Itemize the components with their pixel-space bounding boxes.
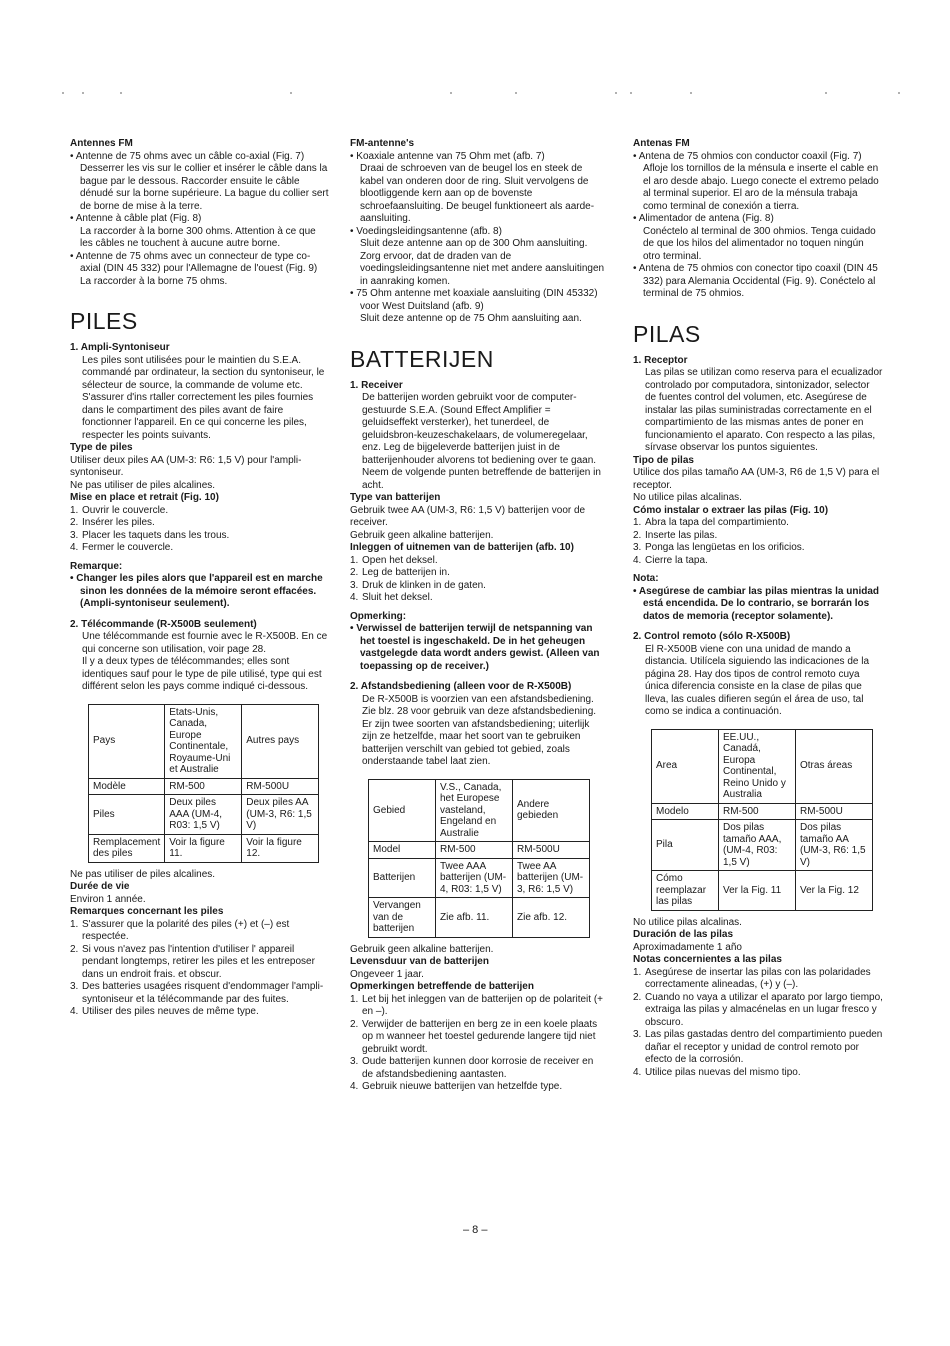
battery-type-note: No utilice pilas alcalinas.: [633, 492, 742, 503]
remote-table-row: [369, 842, 590, 859]
remote-table-cell: Andere gebieden: [513, 779, 590, 842]
install-step-text: Placer les taquets dans les trous.: [82, 529, 230, 541]
section-heading: BATTERIJEN: [350, 345, 494, 372]
install-step-number: 1.: [350, 554, 359, 566]
remote-table-cell: Twee AAA batterijen (UM-4, R03: 1,5 V): [436, 858, 513, 898]
remote-table-cell: Dos pilas tamaño AAA, (UM-4, R03: 1,5 V): [719, 820, 796, 871]
subsection-body: Les piles sont utilisées pour le maintien du S.E.A. commandé par ordinateur, la section du syntoniseur, le sélecteur de source, la commande de volume etc. S'assurer d'ins rtaller correctement les piles fournies dans le compartiment des piles avant de faire fonctionner l'appareil. En ce qui concerne les piles, respecter les points suivants.: [82, 354, 325, 441]
remote-table-cell: Voir la figure 11.: [165, 834, 242, 862]
battery-note-number: 2.: [633, 991, 642, 1003]
page-number: – 8 –: [463, 1224, 488, 1236]
antenna-item: • Koaxiale antenne van 75 Ohm met (afb. 7): [350, 150, 545, 162]
antenna-item-detail: Desserrer les vis sur le collier et insérer le câble dans la bague par le dessous. Raccorder ensuite le câble dénudé sur la borne supérieure. La bague du collier sert de borne de mise à la terre.: [80, 163, 329, 212]
battery-note-text: Oude batterijen kunnen door korrosie de receiver en de afstandsbediening aantasten.: [362, 1056, 594, 1080]
battery-notes-title: Opmerkingen betreffende de batterijen: [350, 981, 534, 992]
antenna-item-detail: Conéctelo al terminal de 300 ohmios. Tenga cuidado de que los hilos del alimentador no toquen ningún otro terminal.: [643, 225, 876, 262]
battery-note-text: Las pilas gastadas dentro del compartimiento pueden dañar el receptor y unidad de control remoto por efecto de la corrosión.: [645, 1029, 883, 1065]
battery-note-text: Utiliser des piles neuves de même type.: [82, 1006, 259, 1017]
remote-table-cell: Piles: [89, 795, 165, 835]
antennas-title: Antennes FM: [70, 138, 133, 149]
install-step-text: Cierre la tapa.: [645, 554, 708, 566]
battery-note-item: [633, 1029, 883, 1067]
remote-table-cell: RM-500: [436, 842, 513, 859]
install-step-number: 1.: [70, 504, 79, 516]
battery-note-item: [350, 1056, 605, 1081]
install-step-text: Fermer le couvercle.: [82, 542, 174, 553]
install-step-text: Ponga las lengüetas en los orificios.: [645, 542, 805, 553]
remote-body-2: Il y a deux types de télécommandes; elles sont identiques sauf pour le type de pile utilisé, type qui est différent selon les pays comme indiqué ci-dessous.: [82, 656, 322, 692]
battery-type-body: Utiliser deux piles AA (UM-3: R6: 1,5 V) pour l'ampli-syntoniseur.: [70, 454, 302, 478]
antenna-item: • Voedingsleidingsantenne (afb. 8): [350, 225, 502, 237]
install-step-text: Inserte las pilas.: [645, 529, 718, 541]
remote-table-cell: Ver la Fig. 11: [719, 871, 796, 911]
note-body: • Verwissel de batterijen terwijl de netspanning van het toestel is ingeschakeld. De in het geheugen vastgelegde data wordt anders gewist. (Alleen van toepassing op de receiver.): [350, 623, 600, 672]
battery-type-body: Utilice dos pilas tamaño AA (UM-3, R6 de 1,5 V) para el receptor.: [633, 467, 880, 491]
antenna-item: • Antenne de 75 ohms avec un câble co-axial (Fig. 7): [70, 150, 305, 162]
after-table-note: No utilice pilas alcalinas.: [633, 916, 742, 928]
install-title: Inleggen of uitnemen van de batterijen (afb. 10): [350, 542, 574, 553]
remote-table-cell: V.S., Canada, het Europese vasteland, Engeland en Australie: [436, 779, 513, 842]
section-heading: PILES: [70, 308, 138, 334]
install-step-number: 4.: [70, 542, 79, 553]
column-dutch: [350, 138, 605, 1094]
remote-table-cell: Model: [369, 842, 436, 859]
install-step: [633, 530, 883, 543]
remote-table-cell: RM-500U: [796, 803, 873, 820]
lifetime-title: Durée de vie: [70, 881, 130, 892]
antenna-item: • Antenne à câble plat (Fig. 8): [70, 213, 202, 224]
subsection-body: Las pilas se utilizan como reserva para el ecualizador controlado por computadora, sintonizador, selector de fuentes control del volumen, etc. Asegúrese de instalar las pilas suministradas correctamente en el compartimiento de las mismas antes de poner en funcionamiento el aparato. Con respecto a las pilas, sírvase observar los puntos siguientes.: [645, 367, 883, 453]
remote-table-row: [369, 898, 590, 938]
remote-table-cell: Vervangen van de batterijen: [369, 898, 436, 938]
remote-table-row: [652, 803, 873, 820]
remote-table-cell: RM-500U: [242, 778, 319, 795]
subsection-body: De batterijen worden gebruikt voor de computer-gestuurde S.E.A. (Sound Effect Amplifier = geluidseffekt versterker), het tunerdeel, de geluidsbron-keuzeschakelaars, de volumeregelaar, enz. Leg de bijgeleverde batterijen juist in de batterijenhouder alvorens tot bediening over te gaan. Neem de volgende punten betreffende de batterijen in acht.: [362, 392, 601, 491]
subsection-title: 1. Receiver: [350, 379, 403, 391]
note-title: Remarque:: [70, 560, 123, 572]
install-step-text: Open het deksel.: [362, 554, 438, 566]
battery-type-title: Tipo de pilas: [633, 454, 694, 466]
remote-table-cell: Modèle: [89, 778, 165, 795]
antenna-item: • Antena de 75 ohmios con conector tipo coaxil (DIN 45 332) para Alemania Occidental (Fig. 9). Conéctelo al terminal de 75 ohmios.: [633, 263, 878, 299]
install-step-text: Abra la tapa del compartimiento.: [645, 517, 789, 528]
install-step-number: 3.: [350, 579, 359, 591]
battery-note-text: Let bij het inleggen van de batterijen op de polariteit (+ en –).: [362, 993, 604, 1017]
install-step: [350, 580, 605, 593]
subsection-title: 1. Receptor: [633, 354, 688, 366]
remote-table-row: [369, 779, 590, 842]
battery-note-number: 3.: [633, 1029, 642, 1040]
battery-note-item: [633, 992, 883, 1030]
battery-note-number: 1.: [350, 993, 359, 1005]
remote-table-cell: Area: [652, 729, 719, 803]
remote-table-cell: Cómo reemplazar las pilas: [652, 871, 719, 911]
remote-body-2: Er zijn twee soorten van afstandsbediening; uiterlijk zijn ze hetzelfde, maar het soort van te gebruiken batterijen verschilt van gebied tot gebied, zoals onderstaande tabel laat zien.: [362, 718, 590, 767]
lifetime-body: Aproximadamente 1 año: [633, 941, 742, 953]
lifetime-title: Levensduur van de batterijen: [350, 956, 489, 967]
remote-table-cell: Zie afb. 11.: [436, 898, 513, 938]
install-step-text: Druk de klinken in de gaten.: [362, 579, 486, 591]
battery-note-text: Utilice pilas nuevas del mismo tipo.: [645, 1066, 801, 1078]
remote-body: El R-X500B viene con una unidad de mando a distancia. Utilícela siguiendo las indicaciones de la página 28. Hay dos tipos de control remoto cuya única diferencia consiste en la clase de pilas que lleva, las cuales difieren según el área de uso, tal como se indica a continuación.: [645, 643, 870, 717]
battery-note-number: 1.: [633, 966, 642, 978]
battery-note-text: Gebruik nieuwe batterijen van hetzelfde type.: [362, 1081, 563, 1092]
battery-note-number: 2.: [350, 1018, 359, 1030]
antenna-item-detail: La raccorder à la borne 300 ohms. Attention à ce que les câbles ne touchent à aucune autre borne.: [80, 225, 316, 249]
remote-table: [88, 704, 319, 863]
battery-note-number: 3.: [70, 981, 79, 992]
remote-table-row: [369, 858, 590, 898]
install-step-text: Ouvrir le couvercle.: [82, 504, 169, 516]
battery-note-number: 4.: [633, 1066, 642, 1078]
install-title: Mise en place et retrait (Fig. 10): [70, 492, 219, 503]
battery-note-item: [70, 981, 330, 1006]
remote-table-row: [652, 871, 873, 911]
install-step: [633, 555, 883, 568]
remote-table-cell: Etats-Unis, Canada, Europe Continentale, Royaume-Uni et Australie: [165, 704, 242, 778]
battery-notes-title: Notas concernientes a las pilas: [633, 954, 782, 965]
install-step: [350, 555, 605, 568]
antenna-item-detail: Afloje los tornillos de la ménsula e inserte el cable en el aro desde abajo. Luego conecte el extremo pelado al terminal superior. El aro de la ménsula trabaja como terminal de conexión a tierra.: [643, 163, 879, 212]
remote-table-cell: Deux piles AAA (UM-4, R03: 1,5 V): [165, 795, 242, 835]
remote-table-cell: Dos pilas tamaño AA (UM-3, R6: 1,5 V): [796, 820, 873, 871]
remote-table-cell: Batterijen: [369, 858, 436, 898]
battery-note-number: 2.: [70, 943, 79, 955]
remote-body: De R-X500B is voorzien van een afstandsbediening. Zie blz. 28 voor gebruik van deze afstandsbediening.: [362, 693, 597, 717]
install-step-number: 4.: [633, 554, 642, 566]
note-title: Nota:: [633, 573, 659, 584]
install-step: [70, 542, 330, 555]
remote-table-cell: Voir la figure 12.: [242, 834, 319, 862]
battery-note-item: [350, 994, 605, 1019]
after-table-note: Gebruik geen alkaline batterijen.: [350, 943, 494, 955]
antennas-title: FM-antenne's: [350, 138, 415, 149]
scan-dots: [60, 92, 900, 96]
battery-note-text: Asegúrese de insertar las pilas con las polaridades correctamente alineadas, (+) y (–).: [645, 966, 871, 990]
lifetime-body: Environ 1 année.: [70, 893, 146, 905]
remote-table-cell: Gebied: [369, 779, 436, 842]
battery-note-number: 3.: [350, 1056, 359, 1067]
remote-title: 2. Control remoto (sólo R-X500B): [633, 631, 791, 642]
battery-note-item: [633, 967, 883, 992]
install-step: [633, 517, 883, 530]
remote-table-cell: EE.UU., Canadá, Europa Continental, Reino Unido y Australia: [719, 729, 796, 803]
remote-table-row: [89, 778, 319, 795]
remote-table-cell: RM-500U: [513, 842, 590, 859]
battery-type-note: Gebruik geen alkaline batterijen.: [350, 529, 494, 541]
battery-note-text: S'assurer que la polarité des piles (+) et (–) est respectée.: [82, 918, 290, 942]
install-step-text: Sluit het deksel.: [362, 592, 433, 603]
remote-title: 2. Afstandsbediening (alleen voor de R-X500B): [350, 681, 572, 692]
install-step: [70, 505, 330, 518]
install-step-number: 1.: [633, 517, 642, 528]
remote-table-cell: Autres pays: [242, 704, 319, 778]
remote-table-cell: Zie afb. 12.: [513, 898, 590, 938]
antenna-item-detail: La raccorder à la borne 75 ohms.: [80, 275, 228, 287]
remote-title: 2. Télécommande (R-X500B seulement): [70, 618, 257, 630]
battery-note-item: [350, 1019, 605, 1057]
remote-table-cell: RM-500: [165, 778, 242, 795]
antenna-item-detail: Sluit deze antenne aan op de 300 Ohm aansluiting. Zorg ervoor, dat de draden van de voedingsleidingsantenne niet met andere aansluitingen in aanraking komen.: [360, 238, 605, 287]
remote-table-cell: Modelo: [652, 803, 719, 820]
battery-note-item: [633, 1067, 883, 1080]
remote-table-row: [89, 795, 319, 835]
install-step-number: 3.: [633, 542, 642, 553]
antenna-item: • Antenne de 75 ohms avec un connecteur de type co-axial (DIN 45 332) pour l'Allemagne de l'ouest (Fig. 9): [70, 250, 318, 274]
battery-note-item: [70, 919, 330, 944]
battery-note-item: [350, 1081, 605, 1094]
remote-body: Une télécommande est fournie avec le R-X500B. En ce qui concerne son utilisation, voir page 28.: [82, 631, 328, 655]
section-heading: PILAS: [633, 320, 701, 347]
battery-note-item: [70, 1006, 330, 1019]
after-table-note: Ne pas utiliser de piles alcalines.: [70, 868, 216, 880]
remote-table-cell: RM-500: [719, 803, 796, 820]
install-step: [70, 530, 330, 543]
note-title: Opmerking:: [350, 610, 407, 622]
remote-table-row: [89, 704, 319, 778]
remote-table: [651, 729, 873, 911]
battery-note-text: Cuando no vaya a utilizar el aparato por largo tiempo, extraiga las pilas y almacénelas en un lugar fresco y obscuro.: [645, 991, 883, 1028]
battery-note-number: 4.: [70, 1006, 79, 1017]
remote-table-cell: Twee AA batterijen (UM-3, R6: 1,5 V): [513, 858, 590, 898]
remote-table-row: [652, 820, 873, 871]
column-french: [70, 138, 330, 1019]
antenna-item: • Alimentador de antena (Fig. 8): [633, 213, 774, 224]
antenna-item-detail: Sluit deze antenne op de 75 Ohm aansluiting aan.: [360, 313, 582, 324]
battery-note-text: Si vous n'avez pas l'intention d'utiliser l' appareil pendant longtemps, retirer les piles et les entreposer dans un endroit frais. et obscur.: [82, 943, 315, 980]
install-step-number: 4.: [350, 592, 359, 603]
antennas-title: Antenas FM: [633, 138, 690, 149]
install-step-number: 2.: [70, 517, 79, 528]
remote-table-row: [652, 729, 873, 803]
remote-table-row: [89, 834, 319, 862]
install-step: [633, 542, 883, 555]
battery-notes-title: Remarques concernant les piles: [70, 906, 224, 917]
note-body: • Changer les piles alors que l'appareil est en marche sinon les données de la mémoire seront effacées. (Ampli-syntoniseur seulement).: [70, 573, 323, 609]
battery-type-title: Type de piles: [70, 442, 133, 453]
antenna-item-detail: Draai de schroeven van de beugel los en steek de kabel van onderen door de ring. Sluit vervolgens de blootliggende kern aan op de bovenste schroefaansluiting. De beugel funktioneert als aarde-aansluiting.: [360, 163, 595, 224]
note-body: • Asegúrese de cambiar las pilas mientras la unidad está encendida. De lo contrario, se borrarán los datos de memoria (receptor solamente).: [633, 585, 880, 622]
battery-note-item: [70, 944, 330, 982]
antenna-item: • 75 Ohm antenne met koaxiale aansluiting (DIN 45332) voor West Duitsland (afb. 9): [350, 288, 598, 312]
install-step-number: 3.: [70, 529, 79, 541]
remote-table-cell: Otras áreas: [796, 729, 873, 803]
install-step: [350, 592, 605, 605]
antenna-item: • Antena de 75 ohmios con conductor coaxil (Fig. 7): [633, 150, 862, 162]
remote-table-cell: Deux piles AA (UM-3, R6: 1,5 V): [242, 795, 319, 835]
lifetime-body: Ongeveer 1 jaar.: [350, 968, 424, 980]
install-step: [350, 567, 605, 580]
battery-type-body: Gebruik twee AA (UM-3, R6: 1,5 V) batterijen voor de receiver.: [350, 504, 586, 528]
install-step-text: Leg de batterijen in.: [362, 567, 450, 578]
subsection-title: 1. Ampli-Syntoniseur: [70, 342, 170, 353]
remote-table-cell: Ver la Fig. 12: [796, 871, 873, 911]
battery-type-note: Ne pas utiliser de piles alcalines.: [70, 479, 216, 491]
install-step: [70, 517, 330, 530]
battery-note-text: Verwijder de batterijen en berg ze in een koele plaats op m wanneer het toestel gedurende langere tijd niet gebruikt wordt.: [362, 1018, 598, 1055]
install-step-text: Insérer les piles.: [82, 517, 155, 528]
install-title: Cómo instalar o extraer las pilas (Fig. 10): [633, 504, 829, 516]
battery-note-number: 1.: [70, 918, 79, 930]
column-spanish: [633, 138, 883, 1079]
battery-note-number: 4.: [350, 1081, 359, 1092]
remote-table-cell: Pays: [89, 704, 165, 778]
install-step-number: 2.: [350, 567, 359, 578]
battery-note-text: Des batteries usagées risquent d'endommager l'ampli-syntoniseur et la télécommande par des fuites.: [82, 981, 324, 1005]
install-step-number: 2.: [633, 529, 642, 541]
remote-table-cell: Pila: [652, 820, 719, 871]
remote-table-cell: Remplacement des piles: [89, 834, 165, 862]
remote-table: [368, 779, 590, 938]
lifetime-title: Duración de las pilas: [633, 929, 734, 940]
battery-type-title: Type van batterijen: [350, 492, 441, 503]
